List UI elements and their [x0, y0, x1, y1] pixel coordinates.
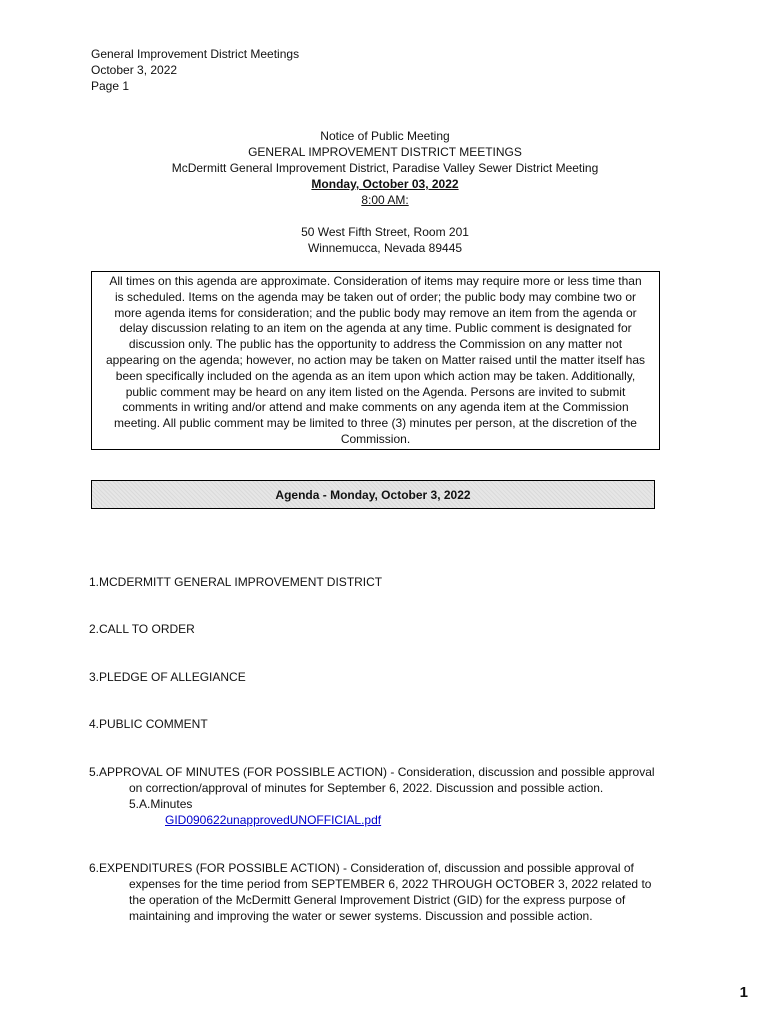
- item-6-line-1: 6.EXPENDITURES (FOR POSSIBLE ACTION) - Consideration of, discussion and possible approval of: [89, 861, 634, 875]
- header-title: General Improvement District Meetings: [91, 47, 300, 61]
- notice-line-3: McDermitt General Improvement District, Paradise Valley Sewer District Meeting: [171, 161, 599, 175]
- address-street: 50 West Fifth Street, Room 201: [301, 225, 469, 239]
- agenda-title: Agenda - Monday, October 3, 2022: [275, 487, 471, 502]
- item-6-line-4: maintaining and improving the water or sewer systems. Discussion and possible action.: [129, 909, 593, 923]
- disclaimer-line: Commission.: [340, 431, 411, 446]
- item-6-line-3: the operation of the McDermitt General Improvement District (GID) for the express purpose of: [129, 893, 626, 907]
- agenda-item-1: 1.MCDERMITT GENERAL IMPROVEMENT DISTRICT: [89, 575, 383, 589]
- minutes-pdf-link[interactable]: GID090622unapprovedUNOFFICIAL.pdf: [165, 813, 382, 827]
- disclaimer-line: more agenda items for consideration; and the public body may remove an item from the agenda or: [114, 305, 637, 320]
- notice-line-1: Notice of Public Meeting: [320, 129, 450, 143]
- item-5-line-1: 5.APPROVAL OF MINUTES (FOR POSSIBLE ACTION) - Consideration, discussion and possible approval: [89, 765, 655, 779]
- item-6-line-2: expenses for the time period from SEPTEMBER 6, 2022 THROUGH OCTOBER 3, 2022 related to: [129, 877, 652, 891]
- address-city: Winnemucca, Nevada 89445: [307, 241, 463, 255]
- agenda-item-6: [89, 860, 651, 924]
- disclaimer-line: been specifically included on the agenda as an item upon which action may be taken. Additionally,: [115, 368, 636, 383]
- notice-line-2: GENERAL IMPROVEMENT DISTRICT MEETINGS: [248, 145, 522, 159]
- agenda-title-bar: [91, 480, 655, 509]
- agenda-item-2: 2.CALL TO ORDER: [89, 622, 195, 636]
- disclaimer-box: [91, 271, 660, 450]
- disclaimer-line: All times on this agenda are approximate. Consideration of items may require more or less time than: [109, 274, 642, 288]
- disclaimer-line: discussion only. The public has the opportunity to address the Commission on any matter not: [128, 337, 623, 352]
- meeting-date: Monday, October 03, 2022: [311, 177, 459, 191]
- disclaimer-line: delay discussion relating to an item on the agenda at any time. Public comment is designated for: [119, 321, 632, 336]
- disclaimer-line: comments in writing and/or attend and make comments on any agenda item at the Commission: [122, 400, 629, 415]
- item-5a-label: 5.A.Minutes: [129, 797, 193, 811]
- header-date: October 3, 2022: [91, 63, 178, 77]
- meeting-notice: [0, 128, 770, 208]
- agenda-item-3: 3.PLEDGE OF ALLEGIANCE: [89, 670, 246, 684]
- disclaimer-line: appearing on the agenda; however, no action may be taken on Matter raised until the matter itself has: [106, 352, 645, 367]
- disclaimer-line: public comment may be heard on any item listed on the Agenda. Persons are invited to submit: [125, 384, 626, 399]
- page-number: 1: [739, 984, 748, 1001]
- meeting-address: [0, 224, 770, 256]
- agenda-item-4: 4.PUBLIC COMMENT: [89, 717, 208, 731]
- agenda-item-5: [89, 764, 655, 828]
- header-page: Page 1: [91, 79, 130, 93]
- item-5-line-2: on correction/approval of minutes for September 6, 2022. Discussion and possible action.: [129, 781, 604, 795]
- meeting-time: 8:00 AM:: [361, 193, 409, 207]
- page-header: [91, 46, 299, 94]
- disclaimer-line: is scheduled. Items on the agenda may be taken out of order; the public body may combine two or: [115, 289, 636, 304]
- disclaimer-line: meeting. All public comment may be limited to three (3) minutes per person, at the discretion of the: [114, 416, 637, 431]
